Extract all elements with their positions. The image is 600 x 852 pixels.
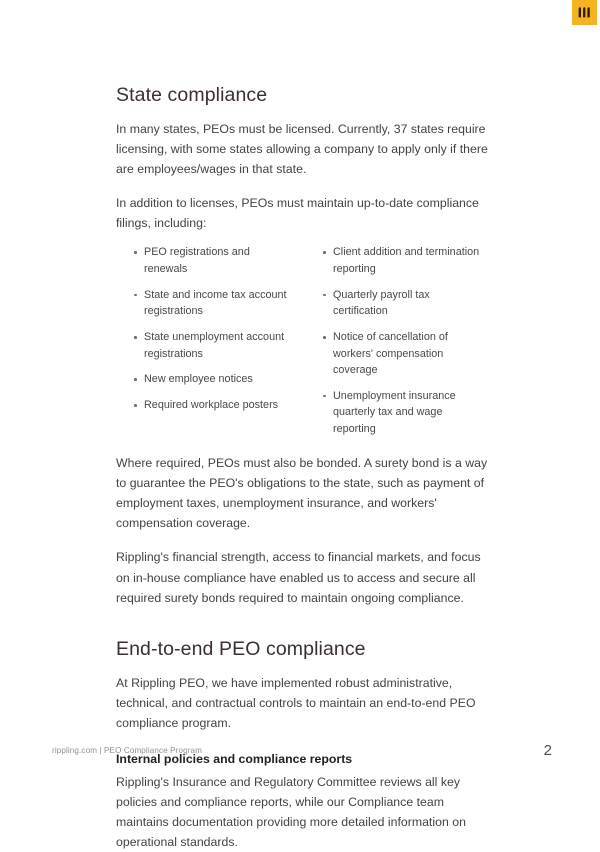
- paragraph-financial-strength: Rippling's financial strength, access to financial markets, and focus on in-house compliance have enabled us to access and secure all required surety bonds required to maintain ongoing compliance.: [116, 550, 481, 605]
- list-item: State unemployment account registrations: [133, 329, 292, 362]
- footer-attribution: rippling.com | PEO Compliance Program: [52, 746, 203, 755]
- bullet-list-right: [322, 244, 484, 437]
- paragraph-compliance-filings-intro: In addition to licenses, PEOs must maintain up-to-date compliance filings, including:: [116, 196, 479, 231]
- paragraph-state-licensing: In many states, PEOs must be licensed. Currently, 37 states require licensing, with some states allowing a company to apply only if there are employees/wages in that state.: [116, 122, 488, 177]
- page-title: State compliance: [116, 84, 268, 106]
- section-heading-end-to-end: End-to-end PEO compliance: [116, 637, 366, 660]
- list-item: PEO registrations and renewals: [133, 244, 292, 277]
- list-item: Notice of cancellation of workers' compensation coverage: [322, 329, 484, 378]
- compliance-filings-list: [116, 244, 488, 437]
- subsection-heading-internal-policies: Internal policies and compliance reports: [116, 751, 353, 766]
- page-number: 2: [543, 742, 552, 759]
- page-footer: [52, 735, 552, 757]
- list-item: Unemployment insurance quarterly tax and wage reporting: [322, 388, 484, 437]
- bullet-list-left: [133, 244, 292, 413]
- bullet-column-right: [302, 244, 488, 437]
- list-item: State and income tax account registrations: [133, 287, 292, 320]
- list-item: Quarterly payroll tax certification: [322, 287, 484, 320]
- list-item: New employee notices: [133, 371, 292, 387]
- paragraph-internal-policies: Rippling's Insurance and Regulatory Committee reviews all key policies and compliance reports, while our Compliance team maintains documentation providing more detailed information on operational standards.: [116, 774, 466, 850]
- paragraph-surety-bond: Where required, PEOs must also be bonded. A surety bond is a way to guarantee the PEO's obligations to the state, such as payment of employment taxes, unemployment insurance, and workers' compensation coverage.: [116, 456, 488, 531]
- bullet-column-left: [116, 244, 302, 437]
- list-item: Required workplace posters: [133, 397, 292, 413]
- paragraph-end-to-end-intro: At Rippling PEO, we have implemented robust administrative, technical, and contractual controls to maintain an end-to-end PEO compliance program.: [116, 675, 476, 730]
- list-item: Client addition and termination reporting: [322, 244, 484, 277]
- rippling-logo-icon: [572, 0, 597, 25]
